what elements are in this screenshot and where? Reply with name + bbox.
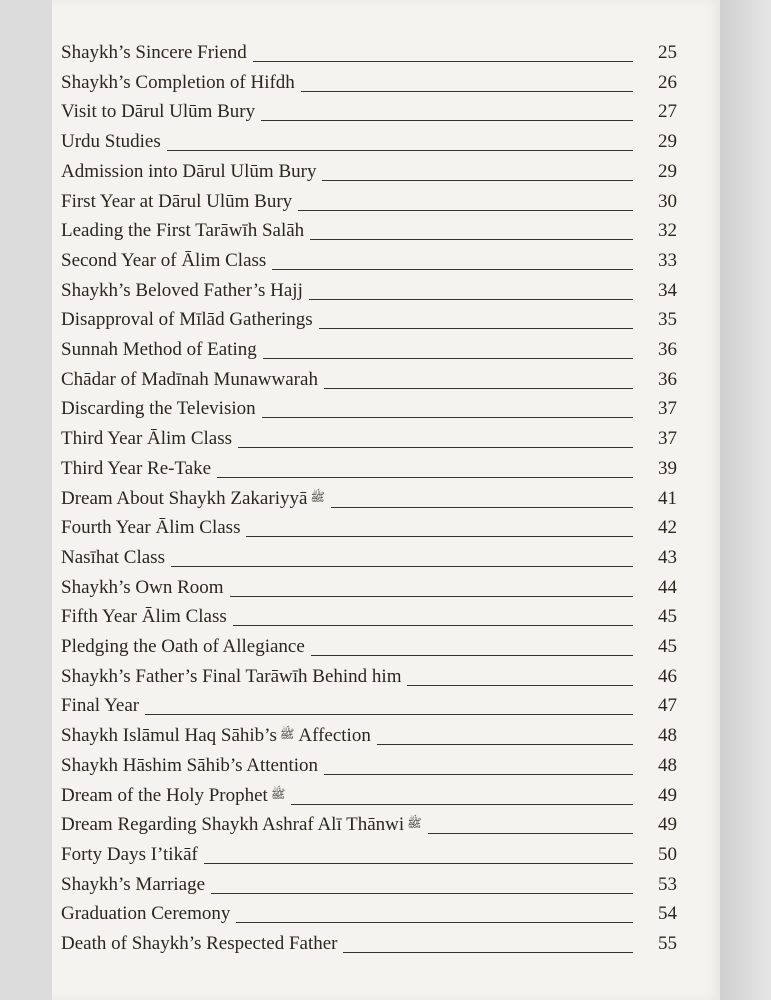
toc-entry-title-text: Pledging the Oath of Allegiance (61, 636, 305, 657)
toc-entry-title (61, 132, 161, 155)
toc-entry-title-text: Fifth Year Ālim Class (61, 606, 227, 628)
toc-entry (61, 719, 677, 749)
toc-entry-page-number: 50 (658, 843, 677, 865)
toc-entry (61, 482, 677, 512)
leader-line (233, 625, 633, 626)
book-edge (720, 0, 771, 1000)
table-of-contents (52, 0, 720, 1000)
toc-entry-title (61, 518, 240, 541)
toc-entry-page-number: 29 (658, 160, 677, 182)
leader-line (236, 922, 633, 923)
toc-entry-title-text: Forty Days I’tikāf (61, 843, 198, 865)
toc-entry (61, 36, 677, 66)
toc-entry (61, 125, 677, 155)
toc-entry-page-number: 32 (658, 220, 677, 242)
toc-entry-title-text: Dream of the Holy Prophet (61, 784, 268, 806)
toc-entry (61, 392, 677, 422)
toc-entry-title-text: Urdu Studies (61, 131, 161, 153)
toc-entry-page-number: 42 (658, 517, 677, 539)
toc-entry (61, 214, 677, 244)
toc-entry (61, 303, 677, 333)
toc-entry-title-text: Discarding the Television (61, 398, 256, 420)
toc-entry-title-text: Shaykh’s Own Room (61, 576, 224, 598)
toc-entry (61, 422, 677, 452)
toc-entry-page-number: 48 (658, 754, 677, 776)
toc-entry-title (61, 370, 318, 393)
toc-entry-title (61, 548, 165, 571)
leader-line (324, 388, 633, 389)
toc-entry-title (61, 607, 227, 630)
leader-line (272, 269, 633, 270)
toc-entry (61, 511, 677, 541)
toc-entry-title (61, 459, 211, 482)
toc-entry-title-text: Shaykh’s Father’s Final Tarāwīh Behind him (61, 665, 402, 687)
toc-entry-page-number: 30 (658, 190, 677, 212)
toc-entry-title (61, 251, 266, 274)
toc-entry-title-text: Third Year Ālim Class (61, 428, 232, 450)
toc-entry-title (61, 815, 422, 838)
toc-entry-title (61, 726, 371, 749)
leader-line (322, 180, 633, 181)
toc-entry-title-text: Shaykh Hāshim Sāhib’s Attention (61, 754, 319, 776)
leader-line (167, 150, 633, 151)
toc-entry (61, 95, 677, 125)
toc-entry-title (61, 429, 232, 452)
toc-entry-title (61, 102, 255, 125)
toc-entry-title (61, 281, 303, 304)
toc-entry-page-number: 45 (658, 606, 677, 628)
toc-entry-page-number: 44 (658, 576, 677, 598)
toc-entry-title-text: Shaykh’s Completion of Hifdh (61, 71, 295, 93)
toc-entry-title (61, 934, 337, 957)
toc-entry-title-text: First Year at Dārul Ulūm Bury (61, 190, 293, 212)
toc-entry-title (61, 162, 316, 185)
toc-entry (61, 689, 677, 719)
toc-entry-title-text: Shaykh’s Beloved Father’s Hajj (61, 279, 303, 301)
leader-line (310, 239, 633, 240)
toc-entry-page-number: 36 (658, 339, 677, 360)
leader-line (230, 596, 633, 597)
leader-line (319, 328, 633, 329)
toc-entry-title-text: Disapproval of Mīlād Gatherings (61, 309, 313, 331)
toc-entry-title (61, 43, 247, 66)
toc-entry (61, 452, 677, 482)
leader-line (253, 61, 633, 62)
toc-entry-title (61, 696, 139, 719)
toc-entry (61, 600, 677, 630)
toc-entry-page-number: 46 (658, 665, 677, 687)
toc-entry (61, 333, 677, 363)
toc-entry-title (61, 489, 325, 512)
toc-entry-title (61, 73, 295, 96)
leader-line (298, 210, 633, 211)
toc-entry-title (61, 340, 257, 363)
leader-line (145, 714, 633, 715)
leader-line (211, 893, 633, 894)
toc-entry-title-text: Shaykh Islāmul Haq Sāhib’s (61, 725, 277, 747)
toc-entry-title-text: Third Year Re-Take (61, 457, 212, 479)
toc-entry-page-number: 36 (658, 368, 677, 390)
leader-line (331, 507, 633, 508)
toc-entry-page-number: 55 (658, 933, 677, 954)
toc-entry (61, 927, 677, 957)
toc-entry (61, 541, 677, 571)
toc-entry-page-number: 41 (658, 487, 677, 509)
leader-line (324, 774, 633, 775)
toc-entry-title-text: Graduation Ceremony (61, 903, 231, 925)
leader-line (238, 447, 633, 448)
leader-line (291, 804, 633, 805)
leader-line (217, 477, 633, 478)
honorific-glyph-icon: ﷺ (407, 816, 422, 831)
leader-line (246, 536, 633, 537)
toc-entry (61, 274, 677, 304)
toc-entry (61, 838, 677, 868)
toc-entry (61, 66, 677, 96)
leader-line (171, 566, 633, 567)
toc-entry-title (61, 399, 256, 422)
leader-line (343, 952, 633, 953)
toc-entry-title-text: Visit to Dārul Ulūm Bury (61, 101, 256, 123)
leader-line (204, 863, 633, 864)
leader-line (263, 358, 633, 359)
toc-entry-title-text: Leading the First Tarāwīh Salāh (61, 220, 305, 242)
toc-entry-page-number: 49 (658, 814, 677, 836)
toc-entry (61, 660, 677, 690)
leader-line (377, 744, 633, 745)
toc-entry-title-suffix: Affection (298, 725, 371, 747)
toc-entry-title (61, 578, 224, 601)
toc-entry-page-number: 34 (658, 279, 677, 301)
leader-line (262, 417, 633, 418)
toc-entry-page-number: 27 (658, 101, 677, 123)
toc-entry (61, 185, 677, 215)
toc-entry-title (61, 786, 285, 809)
toc-entry-title (61, 667, 401, 690)
toc-entry-title-text: Chādar of Madīnah Munawwarah (61, 368, 318, 390)
toc-entry-page-number: 33 (658, 249, 677, 271)
toc-entry-title (61, 904, 230, 927)
toc-entry-page-number: 48 (658, 725, 677, 747)
toc-entry-title (61, 875, 205, 898)
toc-entry (61, 749, 677, 779)
toc-entry (61, 244, 677, 274)
leader-line (311, 655, 633, 656)
toc-entry-title-text: Second Year of Ālim Class (61, 249, 267, 271)
toc-entry-title (61, 192, 292, 215)
toc-entry-page-number: 43 (658, 546, 677, 568)
toc-entry-page-number: 35 (658, 309, 677, 331)
toc-entry-page-number: 47 (658, 695, 677, 717)
toc-entry-title-text: Nasīhat Class (61, 546, 165, 568)
toc-entry-title (61, 310, 313, 333)
toc-entry-page-number: 29 (658, 131, 677, 153)
toc-entry-title-text: Dream About Shaykh Zakariyyā (61, 487, 308, 509)
toc-entry-title-text: Shaykh’s Marriage (61, 873, 206, 895)
leader-line (407, 685, 633, 686)
toc-entry (61, 868, 677, 898)
toc-entry (61, 808, 677, 838)
toc-entry-title (61, 221, 304, 244)
toc-entry-title-text: Death of Shaykh’s Respected Father (61, 933, 338, 954)
toc-entry-title-text: Admission into Dārul Ulūm Bury (61, 160, 317, 182)
toc-entry-title-text: Shaykh’s Sincere Friend (61, 42, 247, 63)
toc-entry (61, 779, 677, 809)
toc-entry-page-number: 54 (658, 903, 677, 925)
toc-entry-title-text: Final Year (61, 695, 140, 717)
leader-line (309, 299, 633, 300)
toc-entry-title-text: Sunnah Method of Eating (61, 339, 257, 360)
toc-entry-page-number: 39 (658, 457, 677, 479)
toc-entry-title (61, 637, 305, 660)
book-page (52, 0, 720, 1000)
toc-entry-title (61, 756, 318, 779)
leader-line (261, 120, 633, 121)
toc-entry (61, 897, 677, 927)
toc-entry-title-text: Fourth Year Ālim Class (61, 517, 241, 539)
toc-entry-page-number: 49 (658, 784, 677, 806)
leader-line (301, 91, 633, 92)
toc-entry-title (61, 845, 198, 868)
toc-entry (61, 363, 677, 393)
honorific-glyph-icon: ﷺ (270, 786, 286, 801)
leader-line (428, 833, 633, 834)
toc-entry-page-number: 53 (658, 873, 677, 895)
toc-entry-page-number: 45 (658, 636, 677, 657)
toc-entry (61, 630, 677, 660)
toc-entry-page-number: 25 (658, 42, 677, 63)
toc-entry (61, 155, 677, 185)
toc-entry (61, 571, 677, 601)
honorific-glyph-icon: ﷺ (279, 727, 295, 742)
toc-entry-page-number: 37 (658, 398, 677, 420)
toc-entry-title-text: Dream Regarding Shaykh Ashraf Alī Thānwi (61, 814, 405, 836)
honorific-glyph-icon: ﷺ (310, 489, 325, 504)
toc-entry-page-number: 26 (658, 71, 677, 93)
toc-entry-page-number: 37 (658, 428, 677, 450)
